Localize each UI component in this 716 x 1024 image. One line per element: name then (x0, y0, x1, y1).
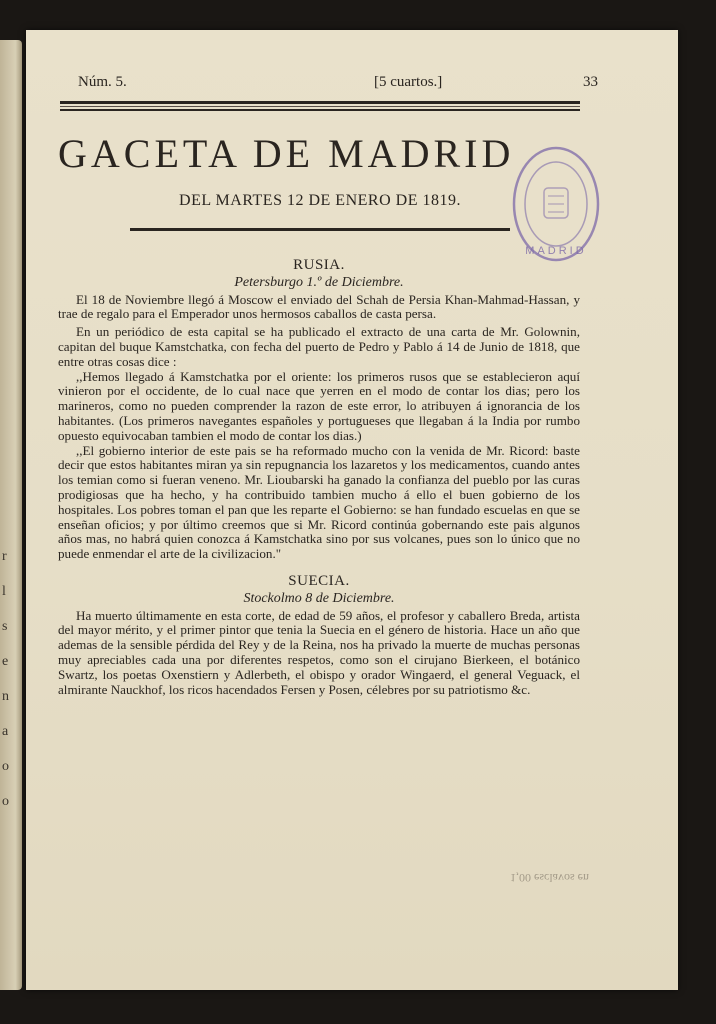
section-heading-rusia: RUSIA. (293, 257, 345, 273)
paragraph: ,,El gobierno interior de este pais se ha reformado mucho con la venida de Mr. Ricord: baste decir que estos habitantes miran ya sin repugnancia los lazaretos y los medicamentos, cuando antes los temian como si fueran veneno. Mr. Lioubarski ha ganado la confianza del pueblo por las curas prodigiosas que ha hecho, y ha contribuido tambien mucho á ello el buen gobierno de los hospitales. Los pobres toman el pan que les reparte el Gobierno: se han fundado escuelas en que se enseñan oficios; y por último creemos que si Mr. Ricord continúa gobernando este pais algunos años mas, no habrá quien conozca á Kamstchatka sino por sus volcanes, pues son lo único que no puede enmendar el arte de la civilizacion." (58, 442, 580, 562)
stamp-text: MADRID (525, 245, 587, 257)
section-dateline-rusia: Petersburgo 1.º de Diciembre. (234, 274, 404, 290)
header-double-rule (60, 101, 580, 111)
issue-number: Núm. 5. (78, 74, 127, 90)
masthead-title: GACETA DE MADRID (58, 131, 515, 176)
paragraph: Ha muerto últimamente en esta corte, de edad de 59 años, el profesor y caballero Breda, artista del mayor mérito, y el primer pintor que tenia la Suecia en el género de historia. Hace un año que ademas de la sensible pérdida del Rey y de la Reina, nos ha privado la muerte de muchas personas muy apreciables cada una por diferentes respetos, como son el cirujano Bierkeen, el botánico Swartz, los poetas Oxenstiern y Adlerbeth, el obispo y orador Wingaerd, el general Veguack, el almirante Nauckhof, los ricos hacendados Fersen y Posen, célebres por su patriotismo &c. (58, 607, 580, 697)
paragraph: En un periódico de esta capital se ha publicado el extracto de una carta de Mr. Golownin, capitan del buque Kamstchatka, con fecha del puerto de Pedro y Pablo á 14 de Junio de 1818, que entre otras cosas dice : (58, 324, 580, 369)
bleed-through-text: 1,00 esclavos en (510, 871, 589, 885)
issue-dateline: DEL MARTES 12 DE ENERO DE 1819. (179, 192, 461, 209)
adjacent-page-edge: r l s e n a o o (0, 40, 22, 990)
library-stamp-seal (506, 138, 602, 270)
section-heading-suecia: SUECIA. (288, 572, 350, 589)
paragraph: ,,Hemos llegado á Kamstchatka por el oriente: los primeros rusos que se establecieron aquí vinieron por el occidente, de lo cual nace que yerren en el modo de contar los dias; pero los marineros, como no pueden comprender la razon de este error, lo atribuyen á ignorancia de los habitantes. (Los primeros navegantes españoles y portugueses que llegaban á la India por rumbo opuesto equivocaban tambien el modo de contar los dias.) (58, 368, 580, 443)
section-dateline-suecia: Stockolmo 8 de Diciembre. (243, 590, 395, 606)
page-header (78, 74, 598, 94)
newspaper-page (26, 30, 678, 990)
masthead-rule (130, 228, 510, 231)
article-body (58, 256, 580, 697)
paragraph: El 18 de Noviembre llegó á Moscow el enviado del Schah de Persia Khan-Mahmad-Hassan, y trae de regalo para el Emperador unos hermosos caballos de casta persa. (58, 291, 580, 322)
issue-price: [5 cuartos.] (374, 74, 443, 90)
page-number: 33 (583, 74, 598, 90)
